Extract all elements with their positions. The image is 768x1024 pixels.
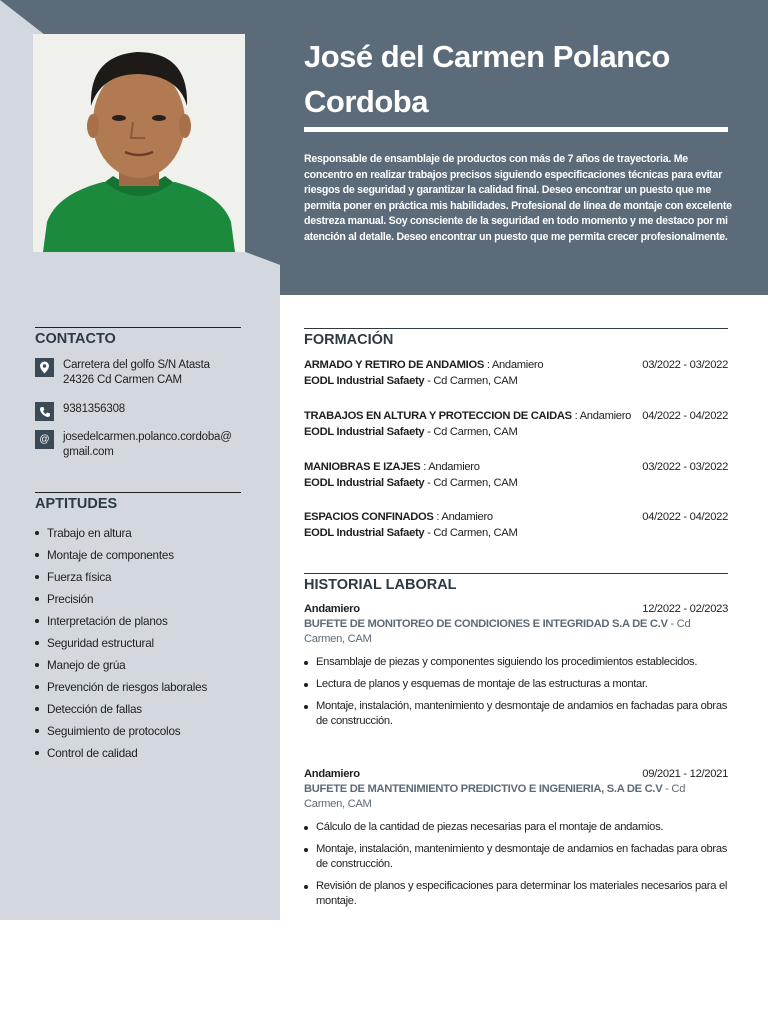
- profile-photo: [33, 34, 245, 252]
- job-entry: [304, 602, 728, 736]
- location-pin-icon: [35, 358, 54, 377]
- bullet-icon: [304, 705, 308, 709]
- education-item: TRABAJOS EN ALTURA Y PROTECCION DE CAIDAS : Andamiero 04/2022 - 04/2022 EODL Industrial Safaety - Cd Carmen, CAM: [304, 410, 728, 438]
- job-entry: [304, 767, 728, 916]
- education-item: MANIOBRAS E IZAJES : Andamiero 03/2022 - 03/2022 EODL Industrial Safaety - Cd Carmen, CAM: [304, 461, 728, 489]
- bullet-icon: [304, 848, 308, 852]
- contact-email: [35, 430, 245, 460]
- bullet-icon: [35, 663, 39, 667]
- bullet-icon: [35, 729, 39, 733]
- email-line-1[interactable]: josedelcarmen.polanco.cordoba@: [63, 431, 232, 443]
- school-location: - Cd Carmen, CAM: [424, 477, 518, 489]
- company-name: BUFETE DE MONITOREO DE CONDICIONES E INTEGRIDAD S.A DE C.V: [304, 618, 668, 630]
- skill-item: Precisión: [35, 588, 255, 610]
- skill-item: Fuerza física: [35, 566, 255, 588]
- work-history-heading: HISTORIAL LABORAL: [304, 573, 728, 593]
- school-name: EODL Industrial Safaety: [304, 527, 425, 539]
- email-line-2[interactable]: gmail.com: [63, 446, 114, 458]
- school-location: - Cd Carmen, CAM: [424, 375, 518, 387]
- company-name: BUFETE DE MANTENIMIENTO PREDICTIVO E INGENIERIA, S.A DE C.V: [304, 783, 663, 795]
- course-dates: 03/2022 - 03/2022: [642, 461, 728, 473]
- bullet-icon: [35, 751, 39, 755]
- skill-item: Prevención de riesgos laborales: [35, 676, 255, 698]
- course-dates: 04/2022 - 04/2022: [642, 410, 728, 422]
- school-location: - Cd Carmen, CAM: [424, 426, 518, 438]
- bullet-icon: [35, 553, 39, 557]
- school-name: EODL Industrial Safaety: [304, 426, 425, 438]
- school-location: - Cd Carmen, CAM: [424, 527, 518, 539]
- profile-summary: Responsable de ensamblaje de productos con más de 7 años de trayectoria. Me concentro en realizar trabajos precisos siguiendo especificaciones técnicas para evitar riesgos de seguridad y garantizar la calidad final. Deseo encontrar un puesto que me permita poner en práctica mis habilidades. Profesional de línea de montaje con excelente destreza manual. Soy consciente de la seguridad en todo momento y me destaco por mi atención al detalle. Deseo encontrar un puesto que me permita crecer profesionalmente.: [304, 153, 732, 243]
- bullet-icon: [35, 641, 39, 645]
- education-item: ESPACIOS CONFINADOS : Andamiero 04/2022 - 04/2022 EODL Industrial Safaety - Cd Carmen, CAM: [304, 511, 728, 539]
- course-dates: 03/2022 - 03/2022: [642, 359, 728, 371]
- job-duties: [304, 820, 728, 909]
- company-location: - Cd Carmen, CAM: [304, 618, 691, 645]
- course-name: ARMADO Y RETIRO DE ANDAMIOS: [304, 359, 485, 371]
- bullet-icon: [35, 619, 39, 623]
- skills-heading: APTITUDES: [35, 492, 241, 512]
- skill-item: Interpretación de planos: [35, 610, 255, 632]
- skill-item: Montaje de componentes: [35, 544, 255, 566]
- skill-item: Control de calidad: [35, 742, 255, 764]
- phone-number[interactable]: 9381356308: [63, 403, 125, 415]
- course-field: Andamiero: [428, 461, 480, 473]
- job-dates: 12/2022 - 02/2023: [642, 603, 728, 615]
- skills-list: [35, 522, 255, 764]
- course-field: Andamiero: [579, 410, 632, 422]
- skill-item: Seguimiento de protocolos: [35, 720, 255, 742]
- job-title: Andamiero: [304, 768, 360, 780]
- contact-address: [35, 358, 245, 388]
- company-location: - Cd Carmen, CAM: [304, 783, 686, 810]
- bullet-icon: [35, 575, 39, 579]
- duty-item: Montaje, instalación, mantenimiento y desmontaje de andamios en fachadas para obras de construcción.: [304, 842, 728, 872]
- skill-item: Detección de fallas: [35, 698, 255, 720]
- education-item: ARMADO Y RETIRO DE ANDAMIOS : Andamiero 03/2022 - 03/2022 EODL Industrial Safaety - Cd Carmen, CAM: [304, 359, 728, 387]
- contact-heading: CONTACTO: [35, 327, 241, 347]
- skill-item: Manejo de grúa: [35, 654, 255, 676]
- course-field: Andamiero: [491, 359, 544, 371]
- at-sign-icon: @: [35, 430, 54, 449]
- contact-phone: [35, 402, 245, 421]
- duty-item: Lectura de planos y esquemas de montaje de las estructuras a montar.: [304, 677, 728, 692]
- duty-item: Ensamblaje de piezas y componentes siguiendo los procedimientos establecidos.: [304, 655, 728, 670]
- job-dates: 09/2021 - 12/2021: [642, 768, 728, 780]
- phone-icon: [35, 402, 54, 421]
- skill-item: Trabajo en altura: [35, 522, 255, 544]
- address-line-1: Carretera del golfo S/N Atasta: [63, 359, 210, 371]
- address-line-2: 24326 Cd Carmen CAM: [63, 374, 182, 386]
- bullet-icon: [35, 531, 39, 535]
- skill-item: Seguridad estructural: [35, 632, 255, 654]
- education-heading: FORMACIÓN: [304, 328, 728, 348]
- bullet-icon: [304, 885, 308, 889]
- name-underline: [304, 127, 728, 132]
- duty-item: Cálculo de la cantidad de piezas necesarias para el montaje de andamios.: [304, 820, 728, 835]
- course-name: MANIOBRAS E IZAJES: [304, 461, 421, 473]
- course-dates: 04/2022 - 04/2022: [642, 511, 728, 523]
- candidate-name: José del Carmen Polanco Cordoba: [304, 39, 670, 119]
- job-title: Andamiero: [304, 603, 360, 615]
- bullet-icon: [304, 826, 308, 830]
- course-name: ESPACIOS CONFINADOS: [304, 511, 434, 523]
- duty-item: Montaje, instalación, mantenimiento y desmontaje de andamios en fachadas para obras de construcción.: [304, 699, 728, 729]
- job-duties: [304, 655, 728, 729]
- bullet-icon: [35, 685, 39, 689]
- bullet-icon: [35, 707, 39, 711]
- school-name: EODL Industrial Safaety: [304, 375, 425, 387]
- duty-item: Revisión de planos y especificaciones para determinar los materiales necesarios para el montaje.: [304, 879, 728, 909]
- bullet-icon: [304, 683, 308, 687]
- course-field: Andamiero: [441, 511, 493, 523]
- bullet-icon: [35, 597, 39, 601]
- bullet-icon: [304, 661, 308, 665]
- school-name: EODL Industrial Safaety: [304, 477, 425, 489]
- course-name: TRABAJOS EN ALTURA Y PROTECCION DE CAIDAS: [304, 410, 572, 422]
